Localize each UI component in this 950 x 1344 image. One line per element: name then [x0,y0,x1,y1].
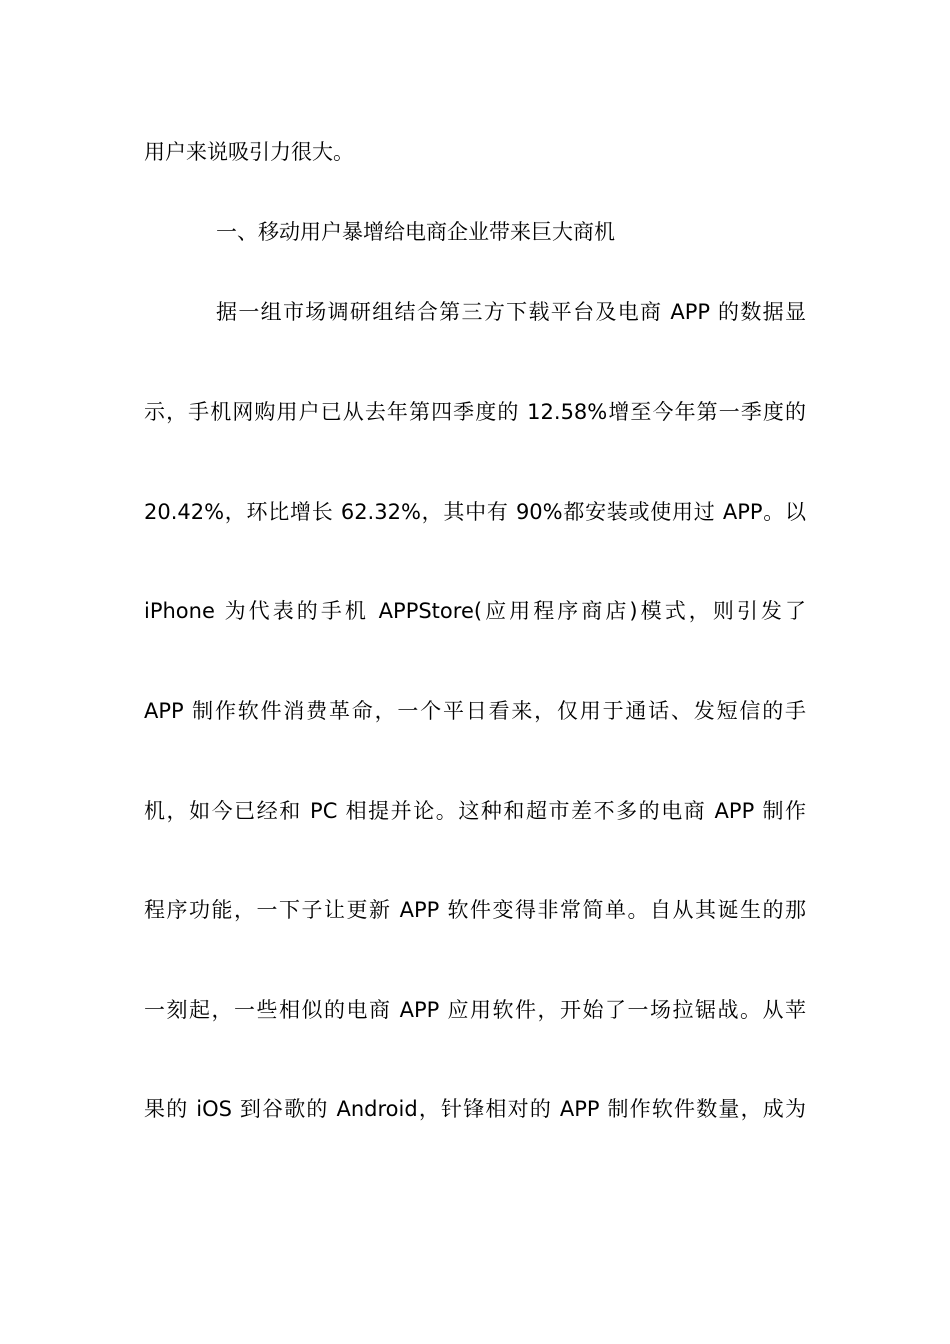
text-line-9: 程序功能，一下子让更新 APP 软件变得非常简单。自从其诞生的那 [144,898,806,922]
section-heading: 一、移动用户暴增给电商企业带来巨大商机 [216,220,615,244]
text-line-8: 机，如今已经和 PC 相提并论。这种和超市差不多的电商 APP 制作 [144,799,806,823]
text-line-1: 用户来说吸引力很大。 [144,140,354,164]
text-line-5: 20.42%，环比增长 62.32%，其中有 90%都安装或使用过 APP。以 [144,500,806,524]
text-line-7: APP 制作软件消费革命，一个平日看来，仅用于通话、发短信的手 [144,699,806,723]
text-line-10: 一刻起，一些相似的电商 APP 应用软件，开始了一场拉锯战。从苹 [144,998,806,1022]
text-line-11: 果的 iOS 到谷歌的 Android，针锋相对的 APP 制作软件数量，成为 [144,1097,806,1121]
text-line-4: 示，手机网购用户已从去年第四季度的 12.58%增至今年第一季度的 [144,400,806,424]
text-line-6: iPhone 为代表的手机 APPStore(应用程序商店)模式，则引发了 [144,599,806,623]
text-line-3: 据一组市场调研组结合第三方下载平台及电商 APP 的数据显 [216,300,806,324]
